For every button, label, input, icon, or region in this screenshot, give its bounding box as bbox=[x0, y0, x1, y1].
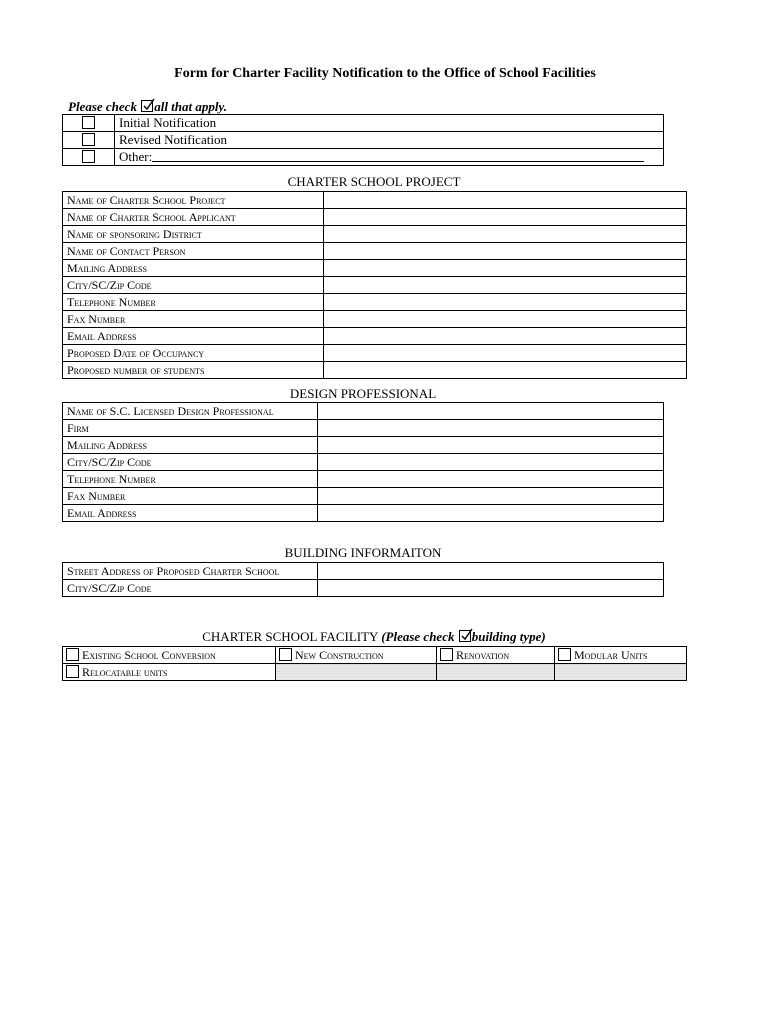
table-row bbox=[63, 192, 687, 209]
facility-check-suffix: building type) bbox=[471, 629, 546, 644]
checkbox-icon bbox=[66, 648, 79, 661]
checkbox-icon bbox=[66, 665, 79, 678]
option-label: Existing School Conversion bbox=[82, 648, 216, 662]
table-row bbox=[63, 362, 687, 379]
table-row bbox=[63, 580, 664, 597]
checkbox-icon bbox=[82, 133, 95, 146]
table-row bbox=[63, 403, 664, 420]
field-input[interactable] bbox=[324, 209, 687, 226]
field-input[interactable] bbox=[324, 328, 687, 345]
other-notification-checkbox[interactable] bbox=[63, 149, 115, 166]
facility-check-prefix: (Please check bbox=[381, 629, 455, 644]
field-label: City/SC/Zip Code bbox=[63, 277, 324, 294]
table-row bbox=[63, 294, 687, 311]
field-label: Fax Number bbox=[63, 488, 318, 505]
notification-type-table bbox=[62, 114, 664, 166]
table-row bbox=[63, 420, 664, 437]
table-row bbox=[63, 226, 687, 243]
field-label: Proposed Date of Occupancy bbox=[63, 345, 324, 362]
field-input[interactable] bbox=[318, 563, 664, 580]
field-input[interactable] bbox=[324, 260, 687, 277]
table-row bbox=[63, 454, 664, 471]
new-construction-option[interactable] bbox=[276, 647, 437, 664]
field-label: Name of Charter School Project bbox=[63, 192, 324, 209]
field-label: Firm bbox=[63, 420, 318, 437]
field-input[interactable] bbox=[318, 454, 664, 471]
option-label: Modular Units bbox=[574, 648, 648, 662]
table-row bbox=[63, 277, 687, 294]
shaded-cell bbox=[555, 664, 687, 681]
table-row bbox=[63, 563, 664, 580]
checkbox-icon bbox=[82, 116, 95, 129]
field-label: Name of S.C. Licensed Design Professional bbox=[63, 403, 318, 420]
initial-notification-checkbox[interactable] bbox=[63, 115, 115, 132]
table-row bbox=[63, 311, 687, 328]
field-label: City/SC/Zip Code bbox=[63, 580, 318, 597]
table-row bbox=[63, 243, 687, 260]
option-label: New Construction bbox=[295, 648, 384, 662]
field-input[interactable] bbox=[324, 311, 687, 328]
section-heading-facility bbox=[62, 629, 686, 645]
section-heading-design: DESIGN PROFESSIONAL bbox=[289, 386, 437, 401]
field-input[interactable] bbox=[318, 403, 664, 420]
field-input[interactable] bbox=[318, 437, 664, 454]
checkbox-icon bbox=[279, 648, 292, 661]
field-label: Proposed number of students bbox=[63, 362, 324, 379]
building-type-table bbox=[62, 646, 687, 681]
building-information-table bbox=[62, 562, 664, 597]
field-input[interactable] bbox=[324, 345, 687, 362]
field-label: Email Address bbox=[63, 505, 318, 522]
field-input[interactable] bbox=[318, 505, 664, 522]
check-instruction bbox=[68, 99, 227, 115]
other-notification-cell bbox=[115, 149, 664, 166]
section-heading-building: BUILDING INFORMAITON bbox=[284, 545, 442, 560]
field-input[interactable] bbox=[324, 294, 687, 311]
instruction-prefix: Please check bbox=[68, 99, 137, 114]
field-label: Fax Number bbox=[63, 311, 324, 328]
field-input[interactable] bbox=[324, 243, 687, 260]
table-row bbox=[63, 664, 687, 681]
table-row bbox=[63, 471, 664, 488]
field-input[interactable] bbox=[318, 488, 664, 505]
field-label: Email Address bbox=[63, 328, 324, 345]
table-row bbox=[63, 328, 687, 345]
table-row bbox=[63, 488, 664, 505]
checkbox-icon bbox=[558, 648, 571, 661]
field-label: Name of sponsoring District bbox=[63, 226, 324, 243]
table-row bbox=[63, 505, 664, 522]
form-title: Form for Charter Facility Notification to the Office of School Facilities bbox=[174, 66, 596, 81]
table-row bbox=[63, 345, 687, 362]
field-input[interactable] bbox=[324, 192, 687, 209]
field-label: Name of Contact Person bbox=[63, 243, 324, 260]
field-label: City/SC/Zip Code bbox=[63, 454, 318, 471]
field-label: Street Address of Proposed Charter School bbox=[63, 563, 318, 580]
notification-row bbox=[63, 149, 664, 166]
field-label: Name of Charter School Applicant bbox=[63, 209, 324, 226]
field-input[interactable] bbox=[318, 580, 664, 597]
option-label: Relocatable units bbox=[82, 665, 168, 679]
checkbox-icon bbox=[82, 150, 95, 163]
field-label: Mailing Address bbox=[63, 437, 318, 454]
field-label: Telephone Number bbox=[63, 471, 318, 488]
other-label: Other: bbox=[119, 149, 153, 164]
checkbox-icon bbox=[440, 648, 453, 661]
table-row bbox=[63, 209, 687, 226]
notification-row bbox=[63, 132, 664, 149]
checked-box-icon bbox=[459, 630, 471, 642]
revised-notification-checkbox[interactable] bbox=[63, 132, 115, 149]
modular-units-option[interactable] bbox=[555, 647, 687, 664]
checked-box-icon bbox=[141, 100, 153, 112]
table-row bbox=[63, 437, 664, 454]
design-professional-table bbox=[62, 402, 664, 522]
existing-school-conversion-option[interactable] bbox=[63, 647, 276, 664]
field-input[interactable] bbox=[324, 277, 687, 294]
revised-notification-label: Revised Notification bbox=[115, 132, 664, 149]
field-input[interactable] bbox=[324, 362, 687, 379]
charter-project-table bbox=[62, 191, 687, 379]
shaded-cell bbox=[276, 664, 437, 681]
table-row bbox=[63, 647, 687, 664]
shaded-cell bbox=[437, 664, 555, 681]
instruction-suffix: all that apply. bbox=[154, 99, 228, 114]
field-input[interactable] bbox=[318, 471, 664, 488]
field-label: Mailing Address bbox=[63, 260, 324, 277]
relocatable-units-option[interactable] bbox=[63, 664, 276, 681]
option-label: Renovation bbox=[456, 648, 510, 662]
initial-notification-label: Initial Notification bbox=[115, 115, 664, 132]
facility-heading-text: CHARTER SCHOOL FACILITY bbox=[202, 629, 382, 644]
field-label: Telephone Number bbox=[63, 294, 324, 311]
section-heading-project: CHARTER SCHOOL PROJECT bbox=[287, 174, 461, 189]
renovation-option[interactable] bbox=[437, 647, 555, 664]
field-input[interactable] bbox=[318, 420, 664, 437]
table-row bbox=[63, 260, 687, 277]
other-input-line[interactable] bbox=[152, 149, 644, 162]
field-input[interactable] bbox=[324, 226, 687, 243]
notification-row bbox=[63, 115, 664, 132]
